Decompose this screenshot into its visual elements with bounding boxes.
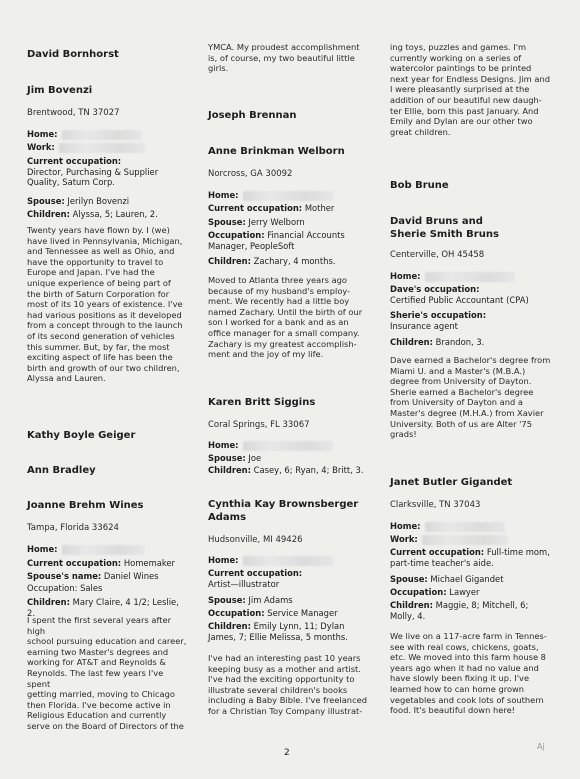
spouse-occupation-value: Financial Accounts xyxy=(264,230,345,240)
children-line: Molly, 4. xyxy=(390,610,426,621)
bio-line: Moved to Atlanta three years ago xyxy=(208,275,348,285)
redacted-value xyxy=(243,556,333,566)
spouse-occupation-label: Occupation: xyxy=(208,608,265,618)
bio-line: addition of our beautiful new daugh- xyxy=(390,94,542,105)
bio-line: school pursuing education and career, xyxy=(27,636,187,647)
bio-line: from a concept through to the launch xyxy=(27,320,183,331)
entry-location: Tampa, Florida 33624 xyxy=(27,523,119,533)
occupation-label: Current occupation: xyxy=(208,568,303,578)
bio-line: Zachary is my greatest accomplish- xyxy=(208,338,357,349)
entry-location: Hudsonville, MI 49426 xyxy=(208,535,303,545)
occupation-value: Certified Public Accountant (CPA) xyxy=(390,294,529,305)
entry-name: Ann Bradley xyxy=(27,465,96,476)
entry-name: Janet Butler Gigandet xyxy=(390,477,513,488)
bio-line: I've had an interesting past 10 years xyxy=(208,653,361,663)
entry-location: Centerville, OH 45458 xyxy=(390,250,485,260)
redacted-value xyxy=(425,522,505,532)
entry-location: Coral Springs, FL 33067 xyxy=(208,420,310,430)
redacted-value xyxy=(62,130,142,140)
children-line: James, 7; Ellie Melissa, 5 months. xyxy=(208,631,348,642)
children-value: Alyssa, 5; Lauren, 2. xyxy=(69,209,158,219)
bio-line: We live on a 117-acre farm in Tennes- xyxy=(390,631,547,641)
occupation-field xyxy=(27,558,189,569)
work-field xyxy=(390,534,558,545)
entry-location: Brentwood, TN 37027 xyxy=(27,108,120,118)
bio-line: see with real cows, chickens, goats, xyxy=(390,641,539,652)
bio-line: ter Ellie, born this past January. And xyxy=(390,105,539,116)
bio-continuation xyxy=(208,42,374,74)
bio-line: is, of course, my two beautiful little xyxy=(208,52,355,63)
occupation-field xyxy=(208,568,374,589)
bio-line: I've had the exciting opportunity to xyxy=(208,674,355,685)
bio-line: of its second generation of vehicles xyxy=(27,330,175,341)
bio-line: including a Baby Bible. I've freelanced xyxy=(208,695,368,706)
children-value: Maggie, 8; Mitchell, 6; xyxy=(432,600,529,610)
occupation-value: Full-time mom, xyxy=(484,547,550,557)
entry-name: Kathy Boyle Geiger xyxy=(27,430,136,441)
entry-name: Joseph Brennan xyxy=(208,110,297,121)
bio-line: I were pleasantly surprised at the xyxy=(390,84,530,95)
spouse-label: Spouse: xyxy=(208,595,246,605)
bio-line: food. It's beautiful down here! xyxy=(390,705,515,716)
bio-line: have lived in Pennsylvania, Michigan, xyxy=(27,235,183,246)
bio-line: the birth of Saturn Corporation for xyxy=(27,288,170,299)
spouse-field xyxy=(208,595,374,606)
bio-line: Master's degree (M.H.A.) from Xavier xyxy=(390,407,544,418)
home-label: Home: xyxy=(390,271,421,281)
bio-line: next year for Endless Designs. Jim and xyxy=(390,73,550,84)
children-value: Zachary, 4 months. xyxy=(250,256,336,266)
bio-line: ment and the joy of my life. xyxy=(208,349,324,360)
bio-line: named Zachary. Until the birth of our xyxy=(208,306,363,317)
spouse-field xyxy=(27,571,189,582)
entry-name-line: Adams xyxy=(208,512,247,523)
entry-name xyxy=(390,215,558,241)
redacted-value xyxy=(59,143,145,153)
bio-line: Alyssa and Lauren. xyxy=(27,373,106,384)
occupation-value: Artist—illustrator xyxy=(208,578,280,589)
entry-name: David Bornhorst xyxy=(27,49,119,60)
spouse-label: Spouse's name: xyxy=(27,571,102,581)
spouse-value: Jerry Welborn xyxy=(245,217,305,227)
spouse-field xyxy=(27,196,189,207)
spouse-field xyxy=(390,574,558,585)
redacted-value xyxy=(243,441,333,451)
bio-line: office manager for a small company. xyxy=(208,327,360,338)
bio-line: have the opportunity to travel to xyxy=(27,256,164,267)
bio-continuation xyxy=(390,42,558,137)
home-field xyxy=(27,544,189,555)
children-label: Children: xyxy=(27,597,70,607)
spouse-field xyxy=(208,217,374,228)
occupation-value: Mother xyxy=(302,203,335,213)
spouse-value: Jerilyn Bovenzi xyxy=(64,196,130,206)
children-value: Emily Lynn, 11; Dylan xyxy=(250,621,345,631)
bio-line: have slowly been fixing it up. I've xyxy=(390,673,530,684)
occupation-value: Homemaker xyxy=(121,558,176,568)
children-value: Mary Claire, 4 1/2; Leslie, 2. xyxy=(27,597,179,618)
occupation-label: Current occupation: xyxy=(390,547,485,557)
home-label: Home: xyxy=(390,521,421,531)
children-field xyxy=(390,600,558,621)
corner-mark: Aj xyxy=(537,742,545,751)
home-label: Home: xyxy=(208,555,239,565)
home-label: Home: xyxy=(208,440,239,450)
occupation-label: Current occupation: xyxy=(27,156,122,166)
spouse-value: Joe xyxy=(245,453,262,463)
bio-line: serve on the Board of Directors of the xyxy=(27,720,184,731)
bio-line: Miami U. and a Master's (M.B.A.) xyxy=(390,365,526,376)
children-label: Children: xyxy=(208,621,251,631)
spouse-label: Spouse: xyxy=(208,217,246,227)
redacted-value xyxy=(62,545,144,555)
children-value: Casey, 6; Ryan, 4; Britt, 3. xyxy=(250,465,364,475)
occupation-field xyxy=(27,156,189,188)
bio-line: working for AT&T and Reynolds & xyxy=(27,657,166,668)
bio-line: grads! xyxy=(390,429,417,440)
bio-line: keeping busy as a mother and artist. xyxy=(208,663,361,674)
bio-line: University. Both of us are Alter '75 xyxy=(390,418,532,429)
redacted-value xyxy=(425,272,515,282)
bio-line: Twenty years have flown by. I (we) xyxy=(27,225,170,235)
occupation-label: Dave's occupation: xyxy=(390,284,480,294)
bio-line: I spent the first several years after high xyxy=(27,615,172,636)
occupation-field xyxy=(208,203,374,214)
spouse-occupation-label: Occupation: xyxy=(390,587,447,597)
children-field xyxy=(27,209,189,220)
occupation-label: Current occupation: xyxy=(208,203,303,213)
occupation-label: Sherie's occupation: xyxy=(390,310,487,320)
bio-line: degree from University of Dayton. xyxy=(390,376,532,387)
entry-name xyxy=(208,498,374,524)
home-field xyxy=(390,271,558,282)
bio-line: earning two Master's degrees and xyxy=(27,646,169,657)
bio-line: etc. We moved into this farm house 8 xyxy=(390,652,546,663)
spouse-value: Jim Adams xyxy=(245,595,293,605)
bio-paragraph xyxy=(27,225,189,384)
bio-line: great children. xyxy=(390,126,451,137)
bio-line: YMCA. My proudest accomplishment xyxy=(208,42,360,52)
children-label: Children: xyxy=(208,256,251,266)
children-field xyxy=(208,256,374,267)
bio-line: currently working on a series of xyxy=(390,52,522,63)
spouse-occupation-label: Occupation: xyxy=(208,230,265,240)
children-field xyxy=(390,337,558,348)
bio-line: Sherie earned a Bachelor's degree xyxy=(390,386,534,397)
spouse-field xyxy=(208,453,374,464)
entry-name: Jim Bovenzi xyxy=(27,85,93,96)
bio-line: Dave earned a Bachelor's degree from xyxy=(390,355,551,365)
spouse-label: Spouse: xyxy=(27,196,65,206)
entry-name-line: David Bruns and xyxy=(390,216,483,227)
entry-name: Karen Britt Siggins xyxy=(208,397,316,408)
bio-line: Europe and Japan. I've had the xyxy=(27,267,155,278)
entry-name-line: Sherie Smith Bruns xyxy=(390,229,499,240)
bio-line: learned how to can home grown xyxy=(390,683,525,694)
entry-location: Clarksville, TN 37043 xyxy=(390,500,481,510)
bio-line: birth and growth of our two children, xyxy=(27,362,180,373)
bio-line: getting married, moving to Chicago xyxy=(27,689,175,700)
bio-line: ing toys, puzzles and games. I'm xyxy=(390,42,527,52)
redacted-value xyxy=(422,535,508,545)
entry-name-line: Cynthia Kay Brownsberger xyxy=(208,499,359,510)
occupation-line: part-time teacher's aide. xyxy=(390,557,494,568)
page-number: 2 xyxy=(284,748,290,758)
children-field xyxy=(208,465,374,476)
spouse-label: Spouse: xyxy=(390,574,428,584)
bio-line: unique experience of being part of xyxy=(27,277,171,288)
home-field xyxy=(208,440,374,451)
home-field xyxy=(208,555,374,566)
occupation-label: Current occupation: xyxy=(27,558,122,568)
occupation-line: Director, Purchasing & Supplier xyxy=(27,166,159,177)
children-field xyxy=(208,621,374,642)
work-label: Work: xyxy=(390,534,418,544)
bio-line: because of my husband's employ- xyxy=(208,285,351,296)
spouse-occupation-value: Service Manager xyxy=(264,608,338,618)
spouse-value: Daniel Wines xyxy=(101,571,159,581)
bio-paragraph xyxy=(27,615,189,732)
spouse-label: Spouse: xyxy=(208,453,246,463)
children-value: Brandon, 3. xyxy=(432,337,485,347)
bio-line: years ago when it had no value and xyxy=(390,662,539,673)
occupation-field xyxy=(390,547,558,568)
bio-line: Religious Education and currently xyxy=(27,710,167,721)
spouse-occupation-field xyxy=(390,587,558,598)
children-label: Children: xyxy=(390,600,433,610)
bio-line: Emily and Dylan are our other two xyxy=(390,116,533,127)
children-label: Children: xyxy=(390,337,433,347)
spouse-occupation: Occupation: Sales xyxy=(27,583,103,593)
bio-line: for a Christian Toy Company illustrat- xyxy=(208,705,363,716)
bio-line: ment. We recently had a little boy xyxy=(208,296,350,307)
spouse-occupation-value: Lawyer xyxy=(446,587,480,597)
entry-location: Norcross, GA 30092 xyxy=(208,169,293,179)
home-label: Home: xyxy=(27,129,58,139)
occupation-field xyxy=(390,310,558,331)
children-label: Children: xyxy=(27,209,70,219)
bio-paragraph xyxy=(208,653,374,717)
bio-paragraph xyxy=(390,355,558,440)
spouse-occupation-line: Manager, PeopleSoft xyxy=(208,240,295,251)
spouse-value: Michael Gigandet xyxy=(427,574,504,584)
bio-paragraph xyxy=(208,275,374,360)
bio-line: son I worked for a bank and as an xyxy=(208,317,349,328)
home-field xyxy=(390,521,558,532)
bio-line: from University of Dayton and a xyxy=(390,397,524,408)
bio-line: this summer. But, by far, the most xyxy=(27,341,170,352)
entry-name: Bob Brune xyxy=(390,180,449,191)
home-field xyxy=(27,129,189,140)
bio-line: illustrate several children's books xyxy=(208,684,348,695)
bio-line: watercolor paintings to be printed xyxy=(390,63,532,74)
bio-paragraph xyxy=(390,631,558,716)
bio-line: had various positions as it developed xyxy=(27,309,182,320)
work-label: Work: xyxy=(27,142,55,152)
spouse-occupation-field xyxy=(208,230,374,251)
children-label: Children: xyxy=(208,465,251,475)
bio-line: exciting aspect of life has been the xyxy=(27,352,173,363)
home-label: Home: xyxy=(27,544,58,554)
bio-line: vegetables and cook lots of southern xyxy=(390,694,544,705)
occupation-value: Insurance agent xyxy=(390,320,458,331)
work-field xyxy=(27,142,189,153)
occupation-line: Quality, Saturn Corp. xyxy=(27,177,115,188)
redacted-value xyxy=(243,191,333,201)
bio-line: Reynolds. The last few years I've spent xyxy=(27,667,164,689)
entry-name: Joanne Brehm Wines xyxy=(27,500,144,511)
bio-line: and Tennessee as well as Ohio, and xyxy=(27,246,175,257)
home-field xyxy=(208,190,374,201)
entry-name: Anne Brinkman Welborn xyxy=(208,146,345,157)
home-label: Home: xyxy=(208,190,239,200)
occupation-field xyxy=(390,284,558,305)
bio-line: girls. xyxy=(208,63,229,74)
bio-line: then Florida. I've become active in xyxy=(27,699,171,710)
bio-line: most of its 10 years of existence. I've xyxy=(27,299,183,310)
spouse-occupation-field xyxy=(208,608,374,619)
